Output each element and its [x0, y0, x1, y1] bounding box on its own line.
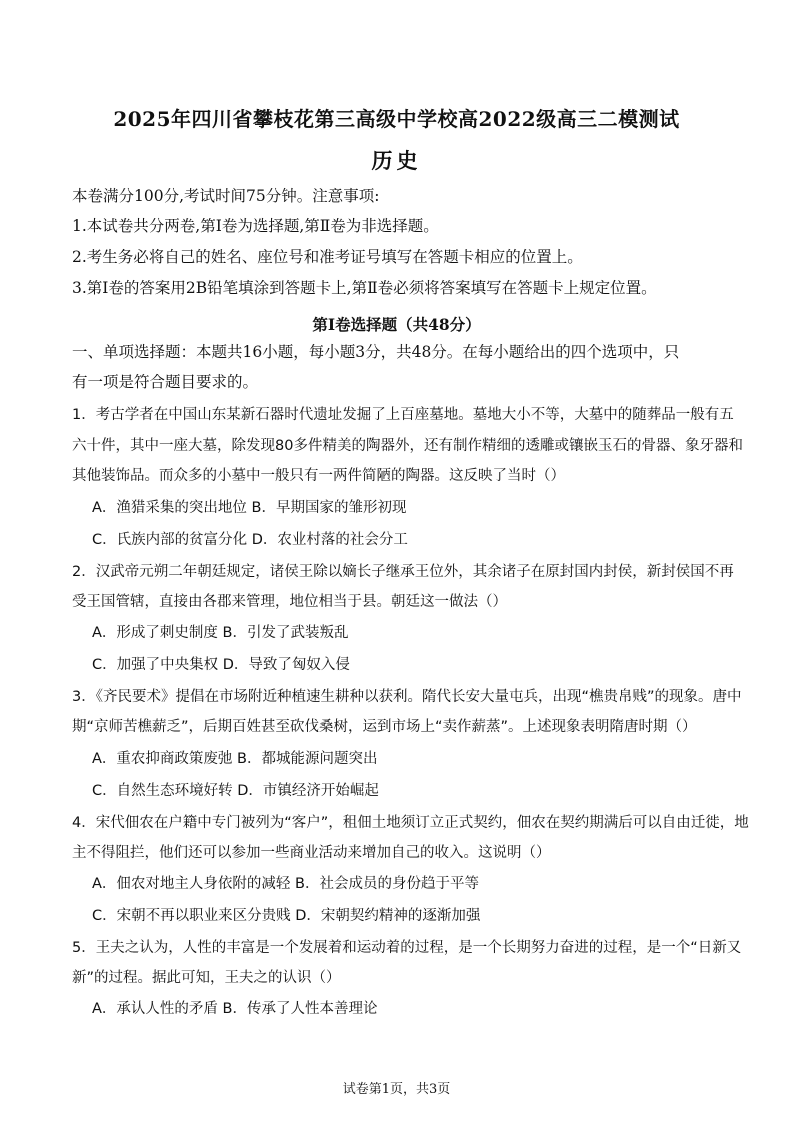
question-5-line: 新”的过程。据此可知，王夫之的认识（） — [72, 970, 341, 986]
note-1: 1.本试卷共分两卷,第Ⅰ卷为选择题,第Ⅱ卷为非选择题。 — [72, 217, 439, 235]
section-title: 第Ⅰ卷选择题（共48分） — [312, 315, 481, 334]
question-1-line: 1．考古学者在中国山东某新石器时代遗址发掘了上百座墓地。墓地大小不等，大墓中的随葬品一般有五 — [72, 407, 734, 423]
exam-title: 2025年四川省攀枝花第三高级中学校高2022级高三二模测试 — [113, 107, 680, 131]
question-5-option-ab: A．承认人性的矛盾 B．传承了人性本善理论 — [92, 1001, 378, 1017]
section-instruction-line1: 一、单项选择题：本题共16小题，每小题3分，共48分。在每小题给出的四个选项中，只 — [72, 343, 680, 361]
question-1-line: 六十件，其中一座大墓，除发现80多件精美的陶器外，还有制作精细的透雕或镶嵌玉石的骨器、象牙器和 — [72, 438, 743, 454]
question-2-line: 受王国管辖，直接由各郡来管理，地位相当于县。朝廷这一做法（） — [72, 594, 507, 610]
question-3-line: 期“京师苦樵薪乏”，后期百姓甚至砍伐桑树，运到市场上“卖作薪蒸”。上述现象表明隋唐时期（） — [72, 719, 697, 735]
question-3-line: 3．《齐民要术》提倡在市场附近种植速生耕种以获利。隋代长安大量屯兵，出现“樵贵帛贱”的现象。唐中 — [72, 689, 742, 705]
question-2-option-cd: C．加强了中央集权 D．导致了匈奴入侵 — [92, 657, 350, 673]
note-intro: 本卷满分100分,考试时间75分钟。注意事项: — [72, 187, 380, 205]
question-4-line: 主不得阻拦，他们还可以参加一些商业活动来增加自己的收入。这说明（） — [72, 845, 551, 861]
question-2-line: 2．汉武帝元朔二年朝廷规定，诸侯王除以嫡长子继承王位外，其余诸子在原封国内封侯，新封侯国不再 — [72, 564, 734, 580]
note-2: 2.考生务必将自己的姓名、座位号和准考证号填写在答题卡相应的位置上。 — [72, 248, 583, 266]
page-footer: 试卷第1页，共3页 — [342, 1082, 451, 1097]
question-4-option-cd: C．宋朝不再以职业来区分贵贱 D．宋朝契约精神的逐渐加强 — [92, 908, 481, 924]
question-4-option-ab: A．佃农对地主人身依附的减轻 B．社会成员的身份趋于平等 — [92, 876, 479, 892]
question-5-line: 5．王夫之认为，人性的丰富是一个发展着和运动着的过程，是一个长期努力奋进的过程，是一个“日新又 — [72, 940, 742, 956]
question-1-line: 其他装饰品。而众多的小墓中一般只有一两件简陋的陶器。这反映了当时（） — [72, 468, 565, 484]
section-instruction-line2: 有一项是符合题目要求的。 — [72, 373, 259, 391]
question-3-option-ab: A．重农抑商政策废弛 B．都城能源问题突出 — [92, 751, 378, 767]
question-3-option-cd: C．自然生态环境好转 D．市镇经济开始崛起 — [92, 783, 379, 799]
exam-subject: 历史 — [371, 148, 422, 173]
question-2-option-ab: A．形成了刺史制度 B．引发了武装叛乱 — [92, 625, 349, 641]
note-3: 3.第Ⅰ卷的答案用2B铅笔填涂到答题卡上,第Ⅱ卷必须将答案填写在答题卡上规定位置。 — [72, 279, 657, 297]
question-1-option-cd: C．氏族内部的贫富分化 D．农业村落的社会分工 — [92, 532, 408, 548]
question-1-option-ab: A．渔猎采集的突出地位 B．早期国家的雏形初现 — [92, 500, 407, 516]
question-4-line: 4．宋代佃农在户籍中专门被列为“客户”，租佃土地须订立正式契约，佃农在契约期满后可以自由迁徙，地 — [72, 815, 749, 831]
